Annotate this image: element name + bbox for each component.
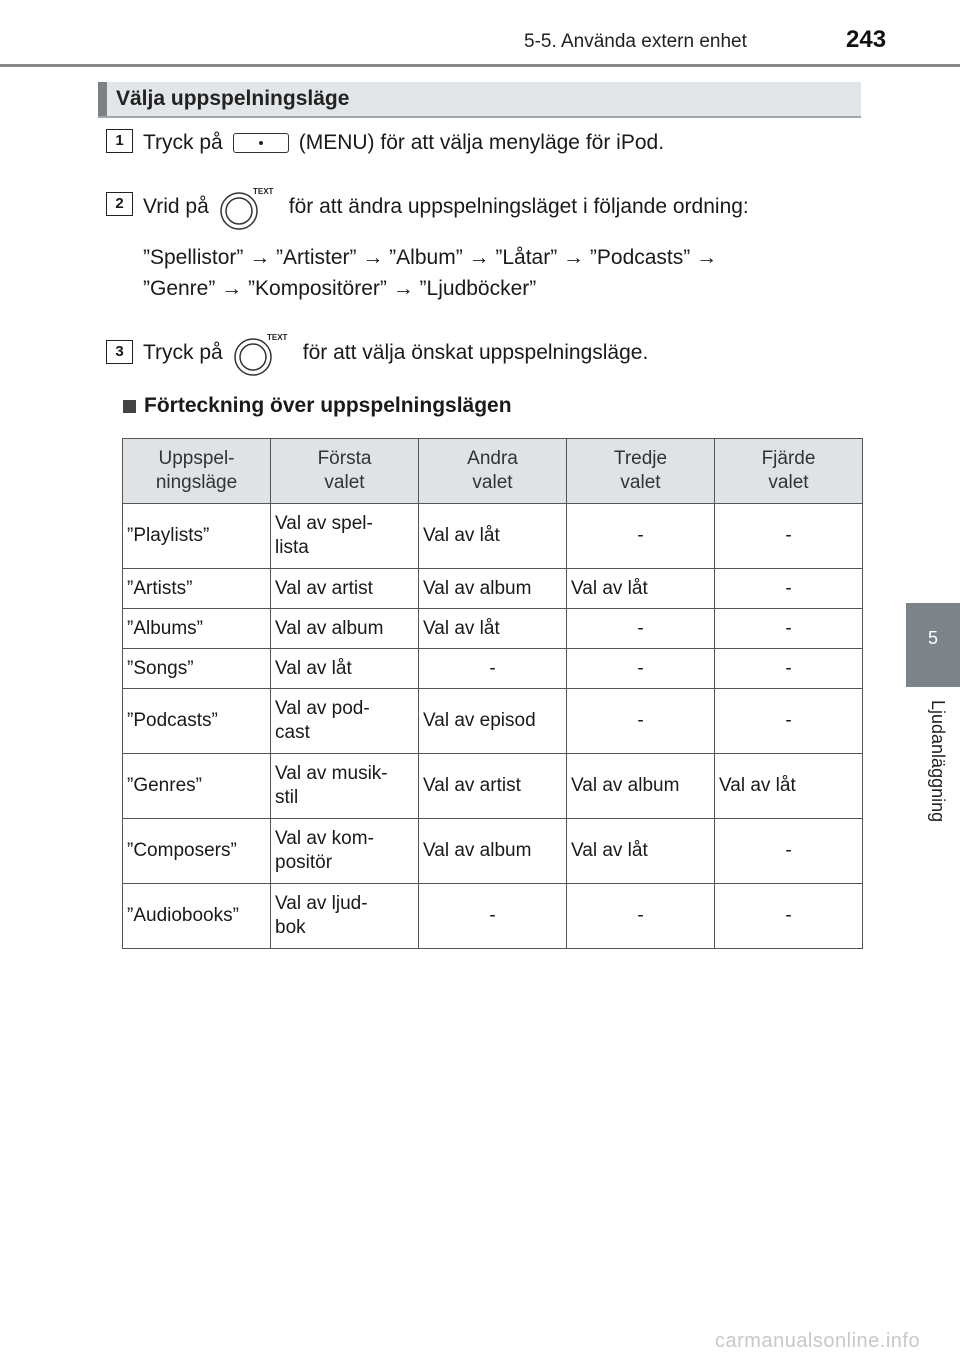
- table-cell: Val av album: [271, 609, 419, 649]
- table-cell: -: [715, 609, 863, 649]
- header-mode: Uppspel- ningsläge: [123, 439, 271, 504]
- table-cell: Val av låt: [715, 754, 863, 819]
- subsection-title: Förteckning över uppspelningslägen: [144, 394, 512, 417]
- table-cell: Val av låt: [271, 649, 419, 689]
- menu-button-icon: [233, 133, 289, 153]
- square-bullet-icon: [123, 400, 136, 413]
- step-2-text: [143, 182, 749, 232]
- chapter-label: Ljudanläggning: [928, 700, 948, 823]
- table-header-row: [123, 439, 863, 504]
- table-cell: ”Albums”: [123, 609, 271, 649]
- section-heading: [98, 82, 861, 118]
- step-1-before: Tryck på: [143, 131, 223, 154]
- table-row: [123, 884, 863, 949]
- step-3-text: [143, 328, 648, 378]
- text-knob-icon: [219, 185, 281, 229]
- step-2-after: för att ändra uppspelningsläget i följande ordning:: [288, 195, 749, 218]
- table-cell: ”Artists”: [123, 569, 271, 609]
- table-cell: Val av låt: [567, 819, 715, 884]
- step-1-text: [143, 128, 664, 158]
- table-cell: -: [715, 649, 863, 689]
- table-cell: -: [567, 649, 715, 689]
- table-cell: -: [567, 689, 715, 754]
- table-cell: -: [715, 504, 863, 569]
- page-number: 243: [846, 26, 887, 53]
- section-title: Välja uppspelningsläge: [116, 87, 350, 110]
- table-row: [123, 649, 863, 689]
- step-3-after: för att välja önskat uppspelningsläge.: [302, 341, 649, 364]
- subsection-heading: [123, 394, 512, 418]
- step-number-3: 3: [106, 340, 133, 364]
- table-cell: Val av låt: [567, 569, 715, 609]
- text-knob-icon: [233, 331, 295, 375]
- table-cell: ”Genres”: [123, 754, 271, 819]
- sequence-line-2: ”Genre” → ”Kompositörer” → ”Ljudböcker”: [143, 277, 537, 300]
- table-cell: Val av album: [419, 819, 567, 884]
- section-accent: [98, 82, 107, 116]
- header-third-choice: Tredje valet: [567, 439, 715, 504]
- step-2-before: Vrid på: [143, 195, 209, 218]
- chapter-tab: 5: [906, 603, 960, 687]
- step-number-1: 1: [106, 129, 133, 153]
- table-cell: -: [567, 609, 715, 649]
- playback-mode-table: [122, 438, 863, 949]
- watermark: carmanualsonline.info: [715, 1330, 921, 1352]
- header-fourth-choice: Fjärde valet: [715, 439, 863, 504]
- table-cell: Val av låt: [419, 609, 567, 649]
- table-cell: -: [567, 884, 715, 949]
- header-first-choice: Första valet: [271, 439, 419, 504]
- header-divider: [0, 64, 960, 67]
- table-cell: -: [715, 884, 863, 949]
- table-row: [123, 609, 863, 649]
- table-cell: -: [419, 649, 567, 689]
- table-cell: -: [715, 819, 863, 884]
- table-body: [123, 504, 863, 949]
- knob-label: TEXT: [266, 333, 288, 342]
- step-number-2: 2: [106, 192, 133, 216]
- step-3-before: Tryck på: [143, 341, 223, 364]
- table-cell: ”Playlists”: [123, 504, 271, 569]
- table-cell: ”Podcasts”: [123, 689, 271, 754]
- table-cell: Val av ljud- bok: [271, 884, 419, 949]
- table-cell: Val av spel- lista: [271, 504, 419, 569]
- step-1-after: (MENU) för att välja menyläge för iPod.: [298, 131, 665, 154]
- sequence-line-1: ”Spellistor” → ”Artister” → ”Album” → ”Låtar” → ”Podcasts” →: [143, 246, 718, 269]
- chapter-title: 5-5. Använda extern enhet: [524, 31, 747, 52]
- table-cell: -: [715, 569, 863, 609]
- table-cell: -: [419, 884, 567, 949]
- table-cell: Val av episod: [419, 689, 567, 754]
- table-cell: Val av artist: [419, 754, 567, 819]
- table-cell: Val av album: [419, 569, 567, 609]
- table-cell: Val av låt: [419, 504, 567, 569]
- table-cell: -: [715, 689, 863, 754]
- table-row: [123, 689, 863, 754]
- table-cell: ”Audiobooks”: [123, 884, 271, 949]
- table-row: [123, 504, 863, 569]
- table-cell: Val av kom- positör: [271, 819, 419, 884]
- table-cell: Val av album: [567, 754, 715, 819]
- table-cell: ”Composers”: [123, 819, 271, 884]
- table-cell: -: [567, 504, 715, 569]
- table-cell: Val av musik- stil: [271, 754, 419, 819]
- header-second-choice: Andra valet: [419, 439, 567, 504]
- table-cell: Val av pod- cast: [271, 689, 419, 754]
- table-row: [123, 754, 863, 819]
- knob-label: TEXT: [252, 187, 274, 196]
- table-row: [123, 819, 863, 884]
- table-cell: Val av artist: [271, 569, 419, 609]
- table-row: [123, 569, 863, 609]
- table-cell: ”Songs”: [123, 649, 271, 689]
